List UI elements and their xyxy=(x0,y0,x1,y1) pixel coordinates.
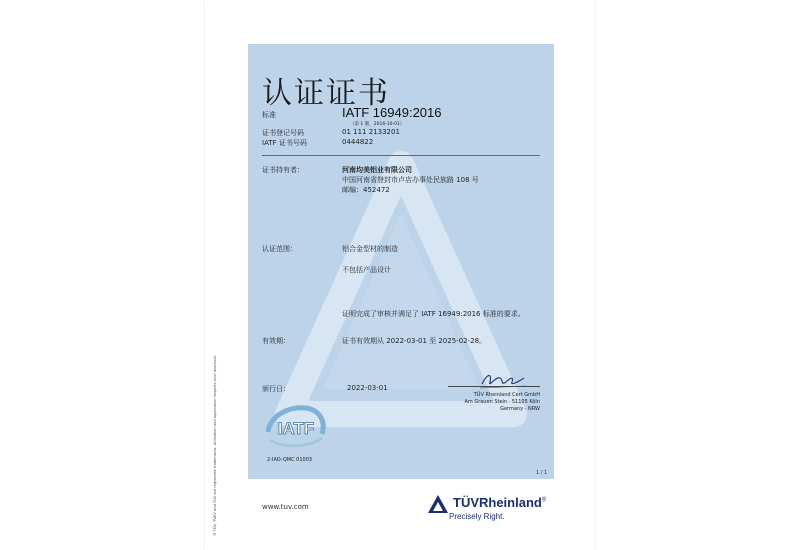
trademark-note: ® TÜV, TUEV and TUV are registered trademarks. Utilisation and application requires prior approval. xyxy=(213,355,217,536)
tuv-logo-icon xyxy=(427,494,449,514)
issue-label: 颁行日： xyxy=(262,385,290,393)
reg-no-label: 证书登记号码 xyxy=(262,129,304,137)
iatf-no-label: IATF 证书号码 xyxy=(262,139,307,147)
reg-no-value: 01 111 2133201 xyxy=(342,128,400,136)
divider xyxy=(262,155,540,156)
validity-value: 证书有效期从 2022-03-01 至 2025-02-28。 xyxy=(342,337,487,345)
iatf-no-value: 0444822 xyxy=(342,138,374,146)
holder-postcode: 邮编：452472 xyxy=(342,186,390,194)
page-number: 1 / 1 xyxy=(536,470,548,476)
issuer-name: TÜV Rheinland Cert GmbH xyxy=(473,392,540,398)
holder-name: 河南均美铝业有限公司 xyxy=(342,166,412,174)
iatf-seal-icon xyxy=(262,400,330,452)
standard-label: 标准 xyxy=(262,111,276,119)
website-link[interactable]: www.tuv.com xyxy=(262,503,309,511)
seal-code: 2-IAO-QMC 01003 xyxy=(267,457,313,463)
standard-value: IATF 16949:2016 xyxy=(342,105,442,120)
signature-line xyxy=(448,386,540,387)
brand-tagline: Precisely Right. xyxy=(449,512,505,521)
certificate-title: 认证证书 xyxy=(262,76,390,111)
scope-label: 认证范围： xyxy=(262,245,297,253)
brand-name xyxy=(453,495,546,510)
scope-exclusion: 不包括产品设计 xyxy=(342,266,391,274)
brand-text: TÜVRheinland xyxy=(453,495,542,510)
compliance-statement: 证明完成了审核并满足了 IATF 16949:2016 标准的要求。 xyxy=(342,310,525,318)
validity-label: 有效期： xyxy=(262,337,290,345)
scope-value: 铝合金型材的制造 xyxy=(342,245,398,253)
seal-text: IATF xyxy=(277,419,315,438)
issue-date: 2022-03-01 xyxy=(347,384,388,392)
issuer-street: Am Grauen Stein · 51105 Köln xyxy=(464,399,540,405)
edition-note: （第 1 版，2016-10-01） xyxy=(350,122,405,127)
holder-address: 中国河南省登封市卢店办事处民族路 108 号 xyxy=(342,176,479,184)
issuer-country: Germany - NRW xyxy=(500,406,540,412)
registered-mark: ® xyxy=(541,497,547,504)
holder-label: 证书持有者： xyxy=(262,166,304,174)
signature-icon xyxy=(478,368,528,392)
